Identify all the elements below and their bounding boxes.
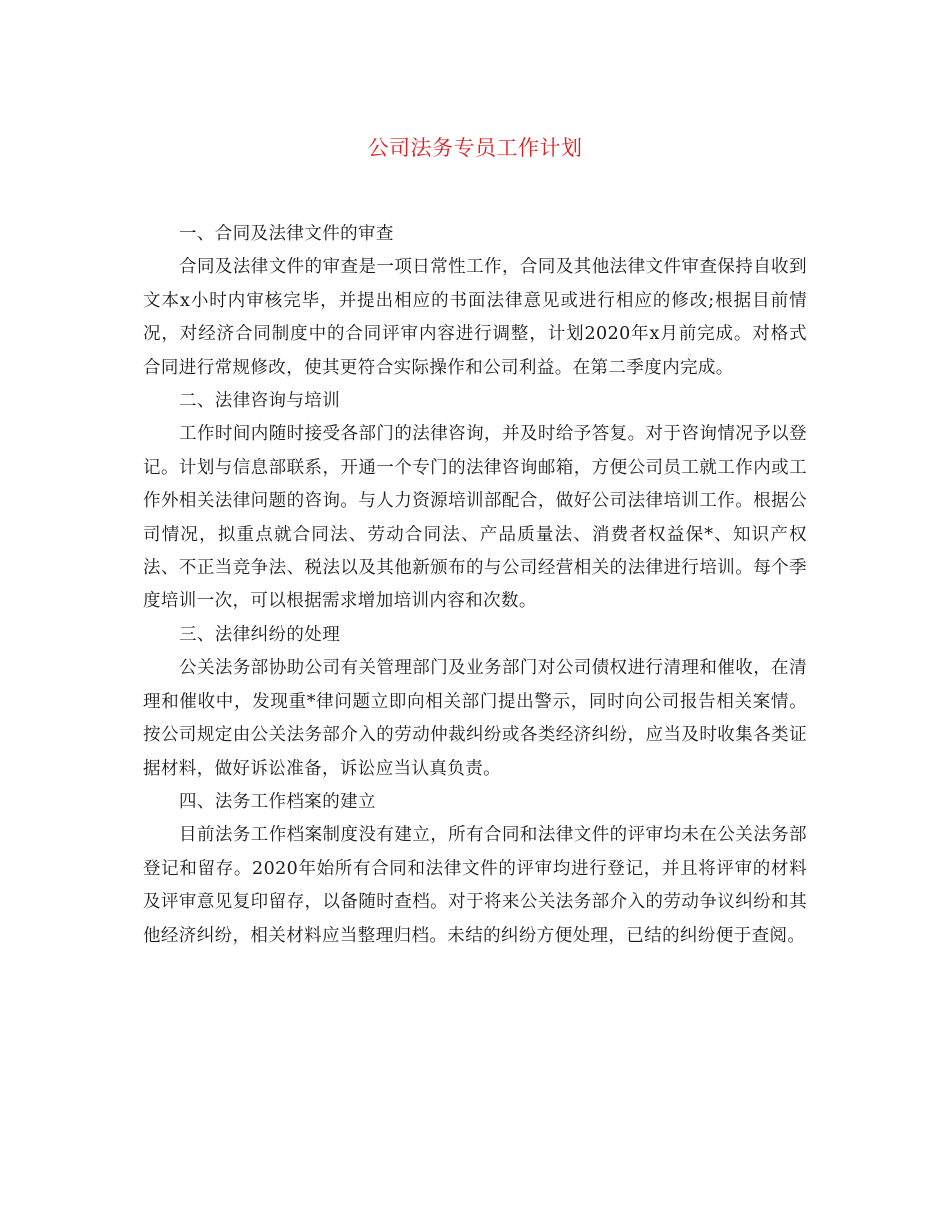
document-title: 公司法务专员工作计划 <box>367 136 583 160</box>
section-paragraph: 工作时间内随时接受各部门的法律咨询，并及时给予答复。对于咨询情况予以登记。计划与信息部联系，开通一个专门的法律咨询邮箱，方便公司员工就工作内或工作外相关法律问题的咨询。与人力资源培训部配合，做好公司法律培训工作。根据公司情况，拟重点就合同法、劳动合同法、产品质量法、消费者权益保*、知识产权法、不正当竞争法、税法以及其他新颁布的与公司经营相关的法律进行培训。每个季度培训一次，可以根据需求增加培训内容和次数。 <box>143 424 807 612</box>
section-paragraph: 公关法务部协助公司有关管理部门及业务部门对公司债权进行清理和催收，在清理和催收中，发现重*律问题立即向相关部门提出警示，同时向公司报告相关案情。按公司规定由公关法务部介入的劳动仲裁纠纷或各类经济纠纷，应当及时收集各类证据材料，做好诉讼准备，诉讼应当认真负责。 <box>143 658 807 779</box>
section-heading: 二、法律咨询与培训 <box>179 391 341 412</box>
section-paragraph: 合同及法律文件的审查是一项日常性工作，合同及其他法律文件审查保持自收到文本x小时内审核完毕，并提出相应的书面法律意见或进行相应的修改;根据目前情况，对经济合同制度中的合同评审内容进行调整，计划2020年x月前完成。对格式合同进行常规修改，使其更符合实际操作和公司利益。在第二季度内完成。 <box>143 257 807 378</box>
section-paragraph: 目前法务工作档案制度没有建立，所有合同和法律文件的评审均未在公关法务部登记和留存。2020年始所有合同和法律文件的评审均进行登记，并且将评审的材料及评审意见复印留存，以备随时查档。对于将来公关法务部介入的劳动争议纠纷和其他经济纠纷，相关材料应当整理归档。未结的纠纷方便处理，已结的纠纷便于查阅。 <box>143 825 807 946</box>
document-body <box>143 218 807 953</box>
section-heading: 三、法律纠纷的处理 <box>179 624 341 645</box>
section-heading: 四、法务工作档案的建立 <box>179 791 376 812</box>
section-heading: 一、合同及法律文件的审查 <box>179 224 394 244</box>
